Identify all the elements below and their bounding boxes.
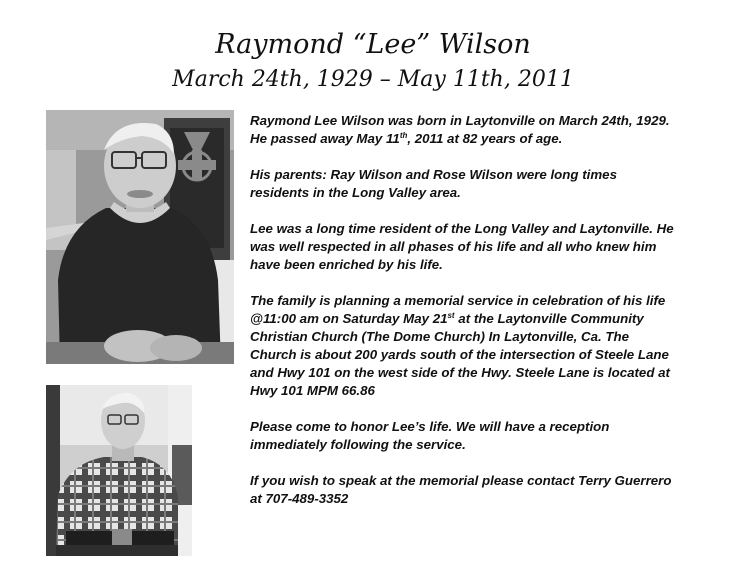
bio-paragraph: The family is planning a memorial service in celebration of his life @11:00 am on Saturday May 21st at the Laytonville Community Christian Church (The Dome Church) In Laytonville, Ca. The Church is about 200 yards south of the intersection of Steele Lane and Hwy 101 on the west side of the Hwy. Steele Lane is located at Hwy 101 MPM 66.86 bbox=[250, 293, 670, 398]
bio-paragraph: His parents: Ray Wilson and Rose Wilson were long times residents in the Long Valley area. bbox=[250, 167, 617, 200]
portrait-photo bbox=[46, 110, 234, 364]
plaid-shirt-photo bbox=[46, 385, 192, 556]
bio-paragraph: If you wish to speak at the memorial please contact Terry Guerrero at 707-489-3352 bbox=[250, 473, 672, 506]
bio-paragraph: Please come to honor Lee’s life. We will have a reception immediately following the service. bbox=[250, 419, 610, 452]
bio-paragraph: Lee was a long time resident of the Long Valley and Laytonville. He was well respected in all phases of his life and all who knew him have been enriched by his life. bbox=[250, 221, 674, 272]
obituary-text bbox=[250, 112, 674, 526]
life-dates: March 24th, 1929 – May 11th, 2011 bbox=[172, 67, 574, 92]
page-title: Raymond “Lee” Wilson bbox=[215, 29, 531, 60]
bio-paragraph: Raymond Lee Wilson was born in Laytonville on March 24th, 1929. He passed away May 11th, 2011 at 82 years of age. bbox=[250, 113, 670, 146]
